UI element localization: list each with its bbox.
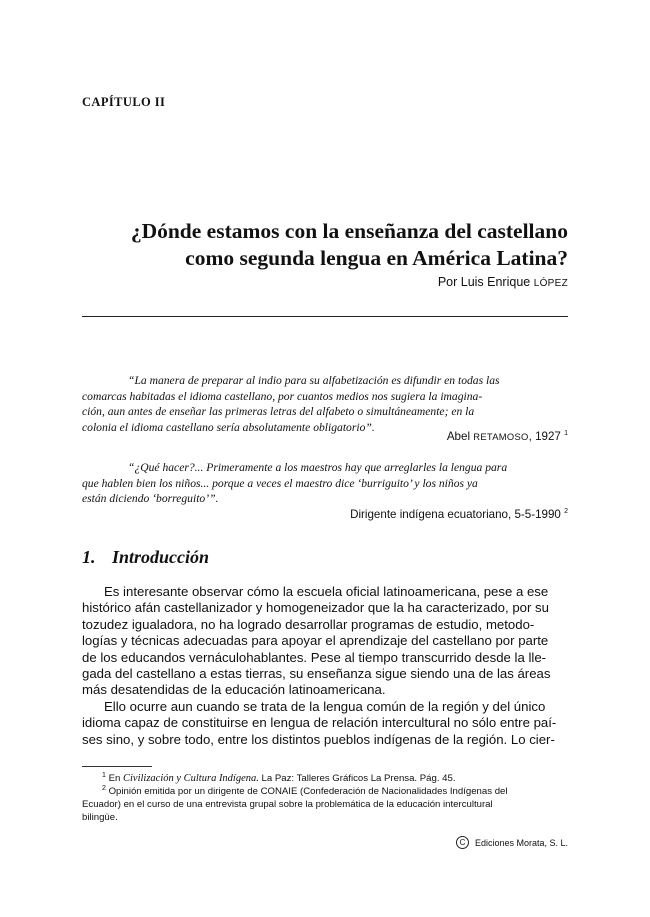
quote-line: que hablen bien los niños... porque a veces el maestro dice ‘burriguito’ y los niños ya — [82, 476, 478, 490]
paragraph-line: Ello ocurre aun cuando se trata de la lengua común de la región y del único — [104, 698, 546, 714]
attribution-surname: RETAMOSO — [473, 431, 529, 442]
paragraph-line: más desatendidas de la educación latinoamericana. — [82, 682, 386, 698]
quote-line: comarcas habitadas el idioma castellano, por cuantos medios nos sugiera la imagina- — [82, 389, 483, 403]
author-byline — [438, 275, 568, 289]
paragraph-line: logías y técnicas adecuadas para apoyar el aprendizaje del castellano por parte — [82, 633, 549, 649]
title-divider — [82, 316, 568, 317]
epigraph-quote-2 — [82, 460, 568, 507]
body-text — [82, 584, 568, 748]
footnote-text: Opinión emitida por un dirigente de CONAIE (Confederación de Nacionalidades Indígenas del — [108, 786, 508, 797]
footnote-book-title: Civilización y Cultura Indígena. — [122, 773, 259, 784]
footnote-text: En — [108, 773, 123, 784]
attribution-first-name: Abel — [446, 430, 474, 443]
paragraph-line: gada del castellano a estas tierras, su enseñanza sigue siendo una de las áreas — [82, 666, 551, 682]
quote-line: colonia el idioma castellano sería absolutamente obligatorio”. — [82, 420, 375, 434]
quote-line: “La manera de preparar al indio para su alfabetización es difundir en todas las — [128, 374, 500, 387]
epigraph-attribution-2 — [350, 508, 568, 521]
chapter-label: CAPÍTULO II — [82, 95, 166, 109]
section-heading — [82, 547, 209, 568]
footnote-ref-2[interactable]: 2 — [564, 508, 568, 516]
chapter-title-line-2: como segunda lengua en América Latina? — [185, 246, 568, 270]
publisher-name: Ediciones Morata, S. L. — [474, 837, 568, 848]
paragraph-line: idioma capaz de constituirse en lengua de relación intercultural no sólo entre paí- — [82, 715, 557, 731]
footnote-ref-1[interactable]: 1 — [564, 430, 568, 438]
quote-line: “¿Qué hacer?... Primeramente a los maestros hay que arreglarles la lengua para — [128, 461, 508, 474]
author-prefix: Por Luis Enrique — [437, 275, 534, 289]
footnote-divider — [82, 766, 152, 767]
attribution-year: , 1927 — [528, 430, 561, 443]
publisher-footer — [456, 836, 568, 849]
quote-line: ción, aun antes de enseñar las primeras letras del alfabeto o simultáneamente; en la — [82, 405, 475, 418]
paragraph-line: histórico afán castellanizador y homogeneizador que la ha caracterizado, por su — [82, 600, 549, 616]
footnote-2 — [82, 785, 568, 824]
footnote-text: Ecuador) en el curso de una entrevista grupal sobre la problemática de la educación intercultural — [82, 799, 493, 810]
footnote-text: La Paz: Talleres Gráficos La Prensa. Pág. 45. — [258, 773, 456, 784]
paragraph-line: de los educandos vernáculohablantes. Pese al tiempo transcurrido desde la lle- — [82, 649, 547, 665]
copyright-icon: C — [456, 836, 469, 849]
chapter-title-line-1: ¿Dónde estamos con la enseñanza del castellano — [130, 219, 568, 243]
attribution-text: Dirigente indígena ecuatoriano, 5-5-1990 — [350, 508, 561, 521]
paragraph-line: ses sino, y sobre todo, entre los distintos pueblos indígenas de la región. Lo cier- — [82, 731, 555, 747]
paragraph-line: tozudez igualadora, no ha logrado desarrollar programas de estudio, metodo- — [82, 616, 535, 632]
author-surname: LÓPEZ — [533, 278, 568, 289]
paragraph-line: Es interesante observar cómo la escuela oficial latinoamericana, pese a ese — [104, 584, 549, 599]
epigraph-attribution-1 — [447, 430, 568, 443]
section-number: 1. — [82, 547, 96, 567]
quote-line: están diciendo ‘borreguito’”. — [82, 492, 219, 505]
footnote-1 — [82, 772, 568, 785]
footnote-text: bilingüe. — [82, 812, 118, 823]
section-title: Introducción — [112, 547, 210, 567]
footnote-mark: 2 — [102, 784, 106, 792]
footnote-mark: 1 — [102, 771, 106, 779]
